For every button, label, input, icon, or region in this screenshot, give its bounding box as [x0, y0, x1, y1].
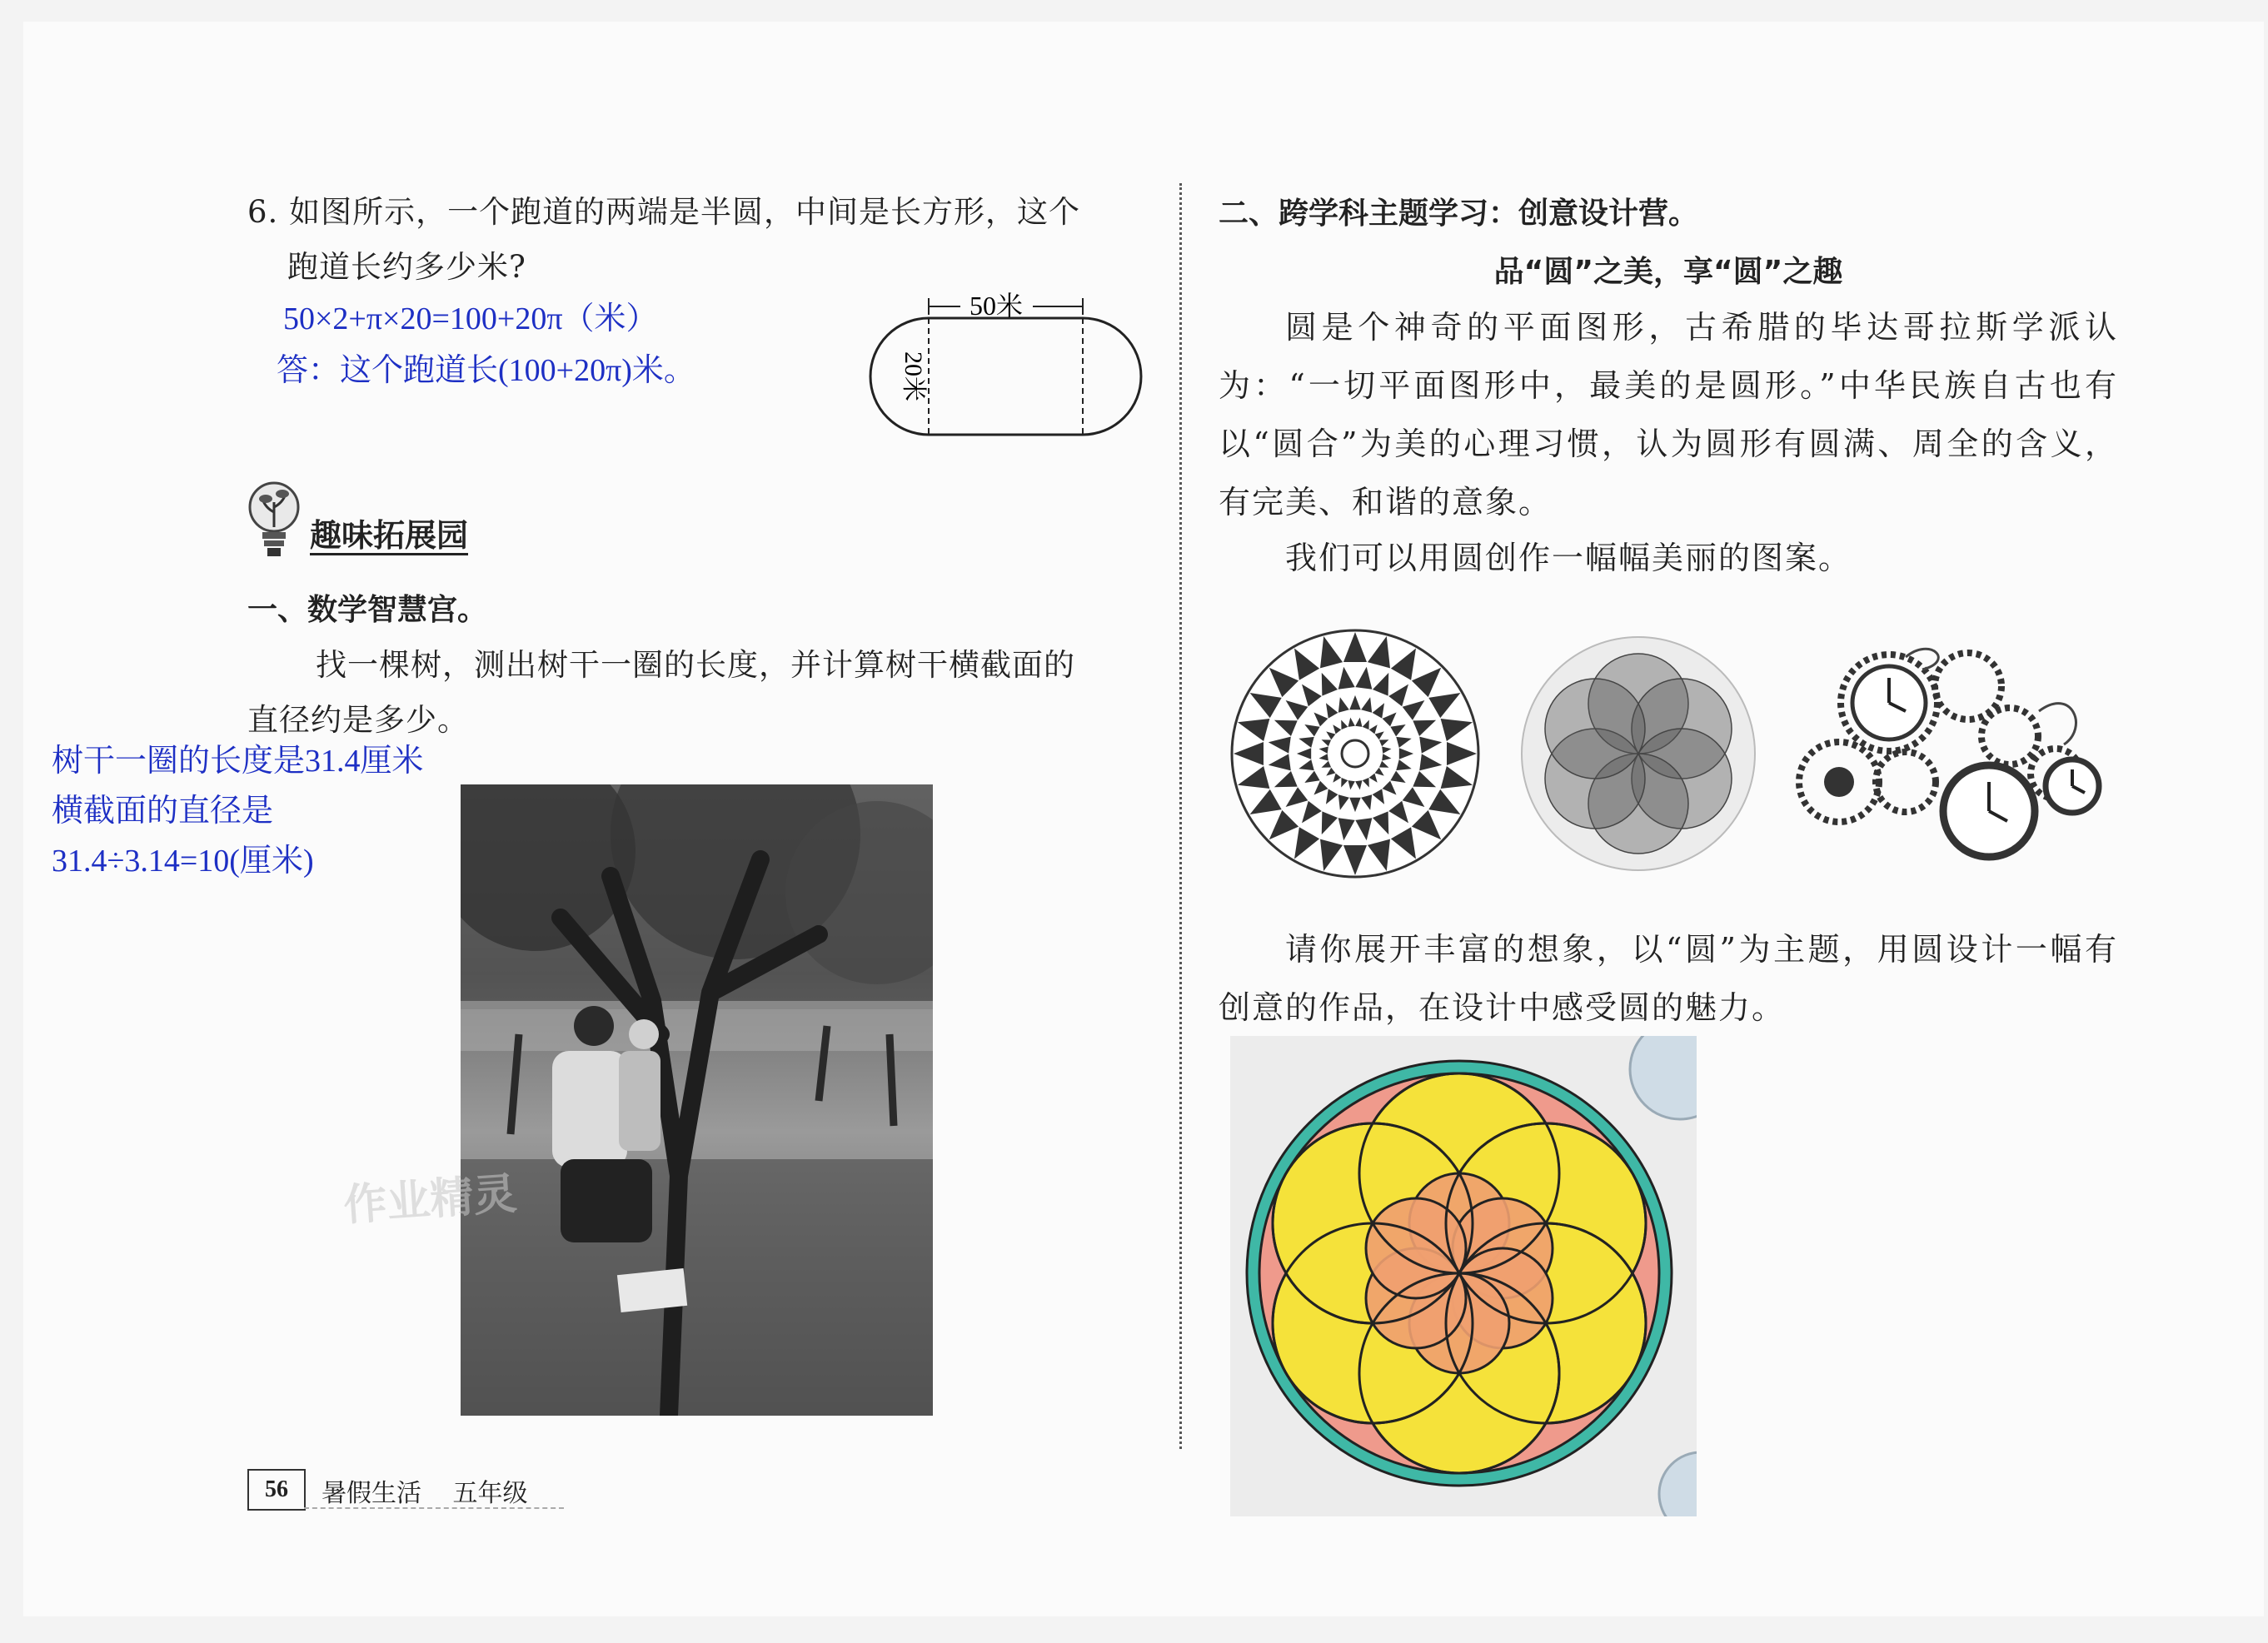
student-design-photo: [1230, 1036, 1697, 1516]
paragraph-1: 圆是个神奇的平面图形，古希腊的毕达哥拉斯学派认为：“一切平面图形中，最美的是圆形。”中华民族自古也有以“圆合”为美的心理习惯，认为圆形有圆满、周全的含义，有完美、和谐的意象。: [1219, 309, 2118, 520]
question-6-line1: 6. 如图所示，一个跑道的两端是半圆，中间是长方形，这个: [247, 194, 1081, 230]
q6-answer: 答：这个跑道长(100+20π)米。: [277, 353, 695, 388]
part2-subtitle: 品“圆”之美，享“圆”之趣: [1493, 255, 1843, 289]
question-6: [247, 185, 1155, 295]
handwritten-line3: 31.4÷3.14=10(厘米): [52, 844, 314, 879]
footer-book: [322, 1472, 528, 1509]
q6-calc: 50×2+π×20=100+20π（米）: [283, 301, 658, 336]
part2-heading: 二、跨学科主题学习：创意设计营。: [1219, 197, 1699, 231]
page-number: 56: [247, 1469, 306, 1511]
triangle-mandala-image: [1229, 628, 1481, 879]
footer-grade: 五年级: [452, 1479, 528, 1508]
part1-line2: 直径约是多少。: [247, 702, 469, 738]
part1-line1: 找一棵树，测出树干一圈的长度，并计算树干横截面的: [316, 647, 1075, 683]
footer-rule: [304, 1507, 564, 1509]
handwritten-line1: 树干一圈的长度是31.4厘米: [52, 744, 424, 779]
handwritten-line2: 横截面的直径是: [52, 794, 274, 829]
paragraph-3: 请你展开丰富的想象，以“圆”为主题，用圆设计一幅有创意的作品，在设计中感受圆的魅力。: [1219, 931, 2118, 1026]
section-title: 趣味拓展园: [310, 517, 469, 554]
page-divider: [1179, 183, 1182, 1449]
question-6-line2: 跑道长约多少米?: [287, 249, 526, 285]
clock-gears-image: [1789, 636, 2114, 869]
part1-heading: 一、数学智慧宫。: [247, 593, 488, 627]
track-length-label: 50米: [969, 291, 1024, 321]
tree-photo: [461, 784, 933, 1416]
track-width-label: 20米: [900, 351, 927, 401]
q6-answer-block: [277, 293, 695, 396]
handwritten-answer: [52, 736, 424, 886]
flower-circle-image: [1518, 628, 1759, 879]
part1-question: [247, 638, 1155, 748]
footer-book-title: 暑假生活: [322, 1479, 421, 1508]
watermark: 作业精灵: [341, 1168, 519, 1232]
lightbulb-icon: [246, 479, 302, 562]
paragraph-2: 我们可以用圆创作一幅幅美丽的图案。: [1285, 540, 1852, 576]
track-diagram: [854, 283, 1162, 466]
